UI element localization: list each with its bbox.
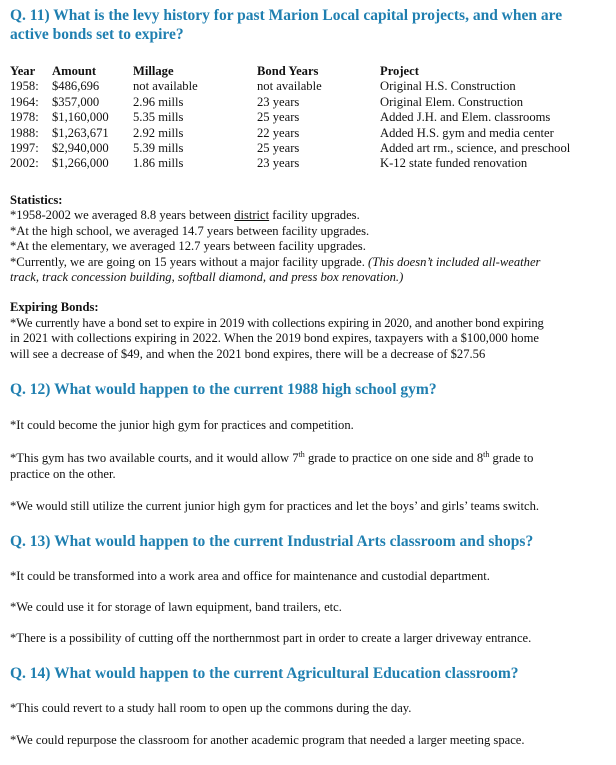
table-row <box>10 95 610 110</box>
expiring-line-2: in 2021 with collections expiring in 2022. When the 2019 bond expires, taxpayers with a $100,000 home <box>10 331 539 345</box>
q13-paragraph-3: *There is a possibility of cutting off the northernmost part in order to create a larger driveway entrance. <box>10 631 532 645</box>
cell-year: 1958: <box>10 79 39 94</box>
cell-year: 1988: <box>10 125 39 140</box>
cell-project: Added J.H. and Elem. classrooms <box>380 110 551 125</box>
q12-paragraph-2-line-2: practice on the other. <box>10 467 116 481</box>
q11-heading <box>10 6 562 44</box>
q13-heading: Q. 13) What would happen to the current Industrial Arts classroom and shops? <box>10 533 534 550</box>
stat1-underlined: district <box>234 208 270 222</box>
cell-project: K-12 state funded renovation <box>380 156 528 171</box>
q12-p2-sup1: th <box>298 449 305 459</box>
q11-heading-line1: Q. 11) What is the levy history for past Marion Local capital projects, and when are <box>10 7 563 24</box>
cell-millage: 2.96 mills <box>133 94 184 109</box>
cell-bond-years: 25 years <box>257 141 300 156</box>
cell-bond-years: 23 years <box>257 156 300 171</box>
header-project: Project <box>380 64 419 78</box>
q12-paragraph-3: *We would still utilize the current junior high gym for practices and let the boys’ and girls’ teams switch. <box>10 499 540 513</box>
cell-millage: 1.86 mills <box>133 156 184 171</box>
q11-heading-line2: active bonds set to expire? <box>10 26 184 43</box>
cell-bond-years: not available <box>257 79 322 94</box>
expiring-bonds-label: Expiring Bonds: <box>10 300 99 314</box>
statistics-line-1 <box>10 208 360 224</box>
table-row <box>10 126 610 141</box>
stat4-italic: (This doesn’t included all-weather <box>368 255 541 269</box>
q12-paragraph-1: *It could become the junior high gym for practices and competition. <box>10 418 354 432</box>
q12-p2-b: grade to practice on one side and 8 <box>304 451 484 465</box>
statistics-line-4 <box>10 255 540 271</box>
cell-amount: $486,696 <box>52 79 100 94</box>
cell-bond-years: 25 years <box>257 110 300 125</box>
expiring-line-3: will see a decrease of $49, and when the 2021 bond expires, there will be a decrease of $27.56 <box>10 347 486 361</box>
cell-amount: $1,160,000 <box>52 110 109 125</box>
q12-heading: Q. 12) What would happen to the current 1988 high school gym? <box>10 381 437 398</box>
q12-p2-a: *This gym has two available courts, and it would allow 7 <box>10 451 299 465</box>
cell-project: Original H.S. Construction <box>380 79 516 94</box>
cell-millage: 5.35 mills <box>133 110 184 125</box>
cell-amount: $1,266,000 <box>52 156 109 171</box>
table-row <box>10 141 610 156</box>
table-row <box>10 156 610 171</box>
header-year: Year <box>10 64 36 78</box>
cell-amount: $2,940,000 <box>52 141 109 156</box>
levy-history-table <box>10 64 610 172</box>
cell-year: 1964: <box>10 94 39 109</box>
header-bond-years: Bond Years <box>257 64 319 78</box>
table-header-row <box>10 64 610 79</box>
statistics-line-5: track, track concession building, softball diamond, and press box renovation.) <box>10 270 404 284</box>
stat1-pre: *1958-2002 we averaged 8.8 years between <box>10 208 235 222</box>
q13-paragraph-1: *It could be transformed into a work area and office for maintenance and custodial department. <box>10 569 490 583</box>
stat4-pre: *Currently, we are going on 15 years without a major facility upgrade. <box>10 255 368 269</box>
q13-paragraph-2: *We could use it for storage of lawn equipment, band trailers, etc. <box>10 600 342 614</box>
header-amount: Amount <box>52 64 97 78</box>
q12-p2-c: grade to <box>489 451 534 465</box>
statistics-label: Statistics: <box>10 193 63 207</box>
statistics-line-2: *At the high school, we averaged 14.7 years between facility upgrades. <box>10 224 370 238</box>
cell-project: Added art rm., science, and preschool <box>380 141 571 156</box>
stat1-post: facility upgrades. <box>269 208 360 222</box>
cell-amount: $1,263,671 <box>52 125 109 140</box>
table-row <box>10 110 610 125</box>
cell-project: Added H.S. gym and media center <box>380 125 554 140</box>
cell-year: 1997: <box>10 141 39 156</box>
cell-year: 1978: <box>10 110 39 125</box>
cell-project: Original Elem. Construction <box>380 94 524 109</box>
statistics-line-3: *At the elementary, we averaged 12.7 years between facility upgrades. <box>10 239 366 253</box>
cell-millage: 5.39 mills <box>133 141 184 156</box>
q14-paragraph-2: *We could repurpose the classroom for another academic program that needed a larger meeting space. <box>10 733 525 747</box>
expiring-line-1: *We currently have a bond set to expire in 2019 with collections expiring in 2020, and another bond expiring <box>10 316 544 330</box>
q14-heading: Q. 14) What would happen to the current Agricultural Education classroom? <box>10 665 519 682</box>
cell-amount: $357,000 <box>52 94 100 109</box>
q12-p2-sup2: th <box>483 449 490 459</box>
cell-millage: not available <box>133 79 198 94</box>
cell-year: 2002: <box>10 156 39 171</box>
table-row <box>10 79 610 94</box>
header-millage: Millage <box>133 64 174 78</box>
q14-paragraph-1: *This could revert to a study hall room to open up the commons during the day. <box>10 701 412 715</box>
q12-paragraph-2 <box>10 451 533 467</box>
cell-bond-years: 22 years <box>257 125 300 140</box>
cell-bond-years: 23 years <box>257 94 300 109</box>
cell-millage: 2.92 mills <box>133 125 184 140</box>
